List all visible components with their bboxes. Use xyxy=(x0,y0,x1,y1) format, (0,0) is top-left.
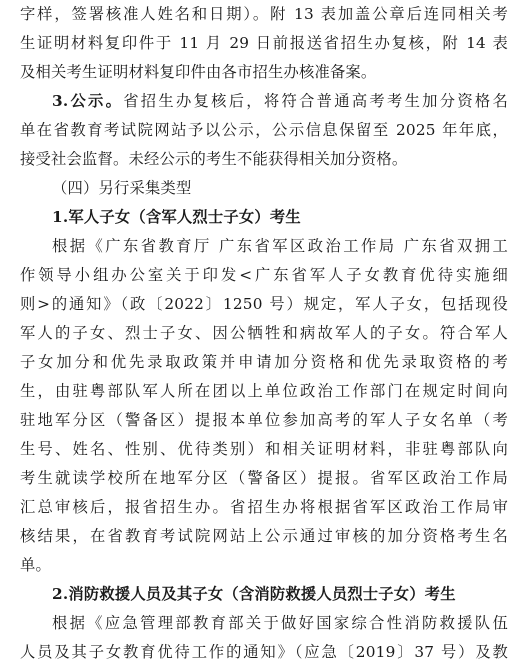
text-line: 字样，签署核准人姓名和日期）。附 13 表加盖公章后连同相关考 xyxy=(20,5,508,23)
text-line: 生，由驻粤部队军人所在团以上单位政治工作部门在规定时间向 xyxy=(20,382,508,400)
text-line: 核结果，在省教育考试院网站上公示通过审核的加分资格考生名 xyxy=(20,527,508,545)
text-line: 人员及其子女教育优待工作的通知》（应急〔2019〕37 号）及教 xyxy=(20,643,508,661)
text-line: 及相关考生证明材料复印件由各市招生办核准备案。 xyxy=(20,63,377,81)
text-line: 则>的通知》（政〔2022〕1250 号）规定，军人子女，包括现役 xyxy=(20,295,508,313)
text-line-body: 省招生办复核后，将符合普通高考考生加分资格名 xyxy=(123,92,508,110)
text-line: 单在省教育考试院网站予以公示，公示信息保留至 2025 年年底， xyxy=(20,121,508,139)
text-line: 汇总审核后，报省招生办。省招生办将根据省军区政治工作局审 xyxy=(20,498,508,516)
text-line: 驻地军分区（警备区）提报本单位参加高考的军人子女名单（考 xyxy=(20,411,508,429)
text-line: 单。 xyxy=(20,556,51,574)
section-label-publicity: 3.公示。 xyxy=(52,92,124,110)
text-line: 根据《广东省教育厅 广东省军区政治工作局 广东省双拥工 xyxy=(52,237,508,255)
text-line: 生号、姓名、性别、优待类别）和相关证明材料，非驻粤部队向 xyxy=(20,440,508,458)
section-heading-firefighters: 2.消防救援人员及其子女（含消防救援人员烈士子女）考生 xyxy=(52,585,456,603)
text-line: 考生就读学校所在地军分区（警备区）提报。省军区政治工作局 xyxy=(20,469,508,487)
text-line: 生证明材料复印件于 11 月 29 日前报送省招生办复核，附 14 表 xyxy=(20,34,508,52)
text-line: 子女加分和优先录取政策并申请加分资格和优先录取资格的考 xyxy=(20,353,508,371)
subsection-heading: （四）另行采集类型 xyxy=(52,179,192,197)
text-line: 接受社会监督。未经公示的考生不能获得相关加分资格。 xyxy=(20,150,408,168)
text-line xyxy=(20,87,508,116)
text-line: 根据《应急管理部教育部关于做好国家综合性消防救援队伍 xyxy=(52,614,508,632)
text-line: 军人的子女、烈士子女、因公牺牲和病故军人的子女。符合军人 xyxy=(20,324,508,342)
section-heading-military-children: 1.军人子女（含军人烈士子女）考生 xyxy=(52,208,301,226)
text-line: 作领导小组办公室关于印发<广东省军人子女教育优待实施细 xyxy=(20,266,508,284)
document-page xyxy=(20,0,508,667)
